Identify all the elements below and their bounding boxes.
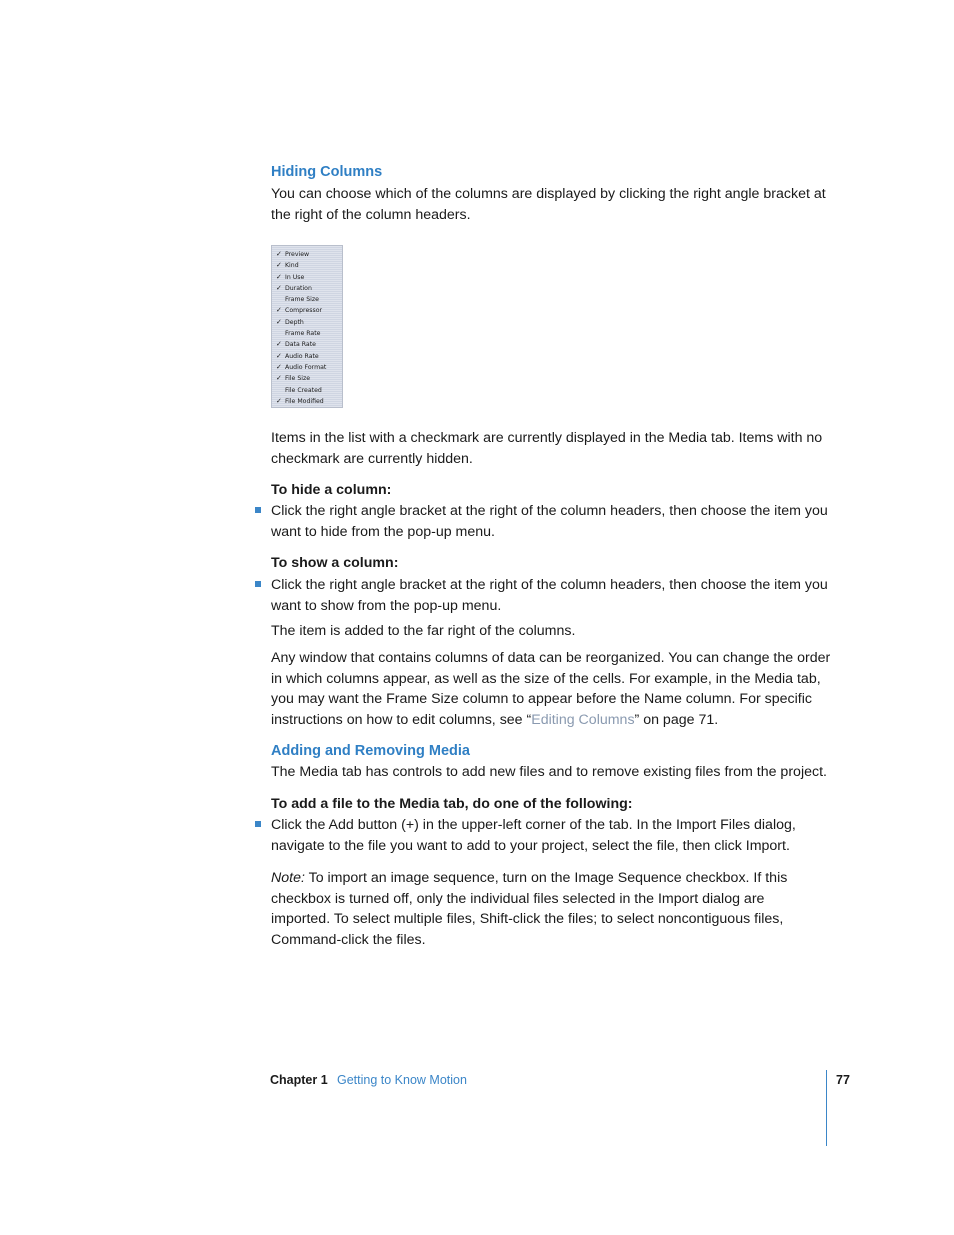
checkmark-icon: ✓ <box>276 283 282 292</box>
menu-item-label: In Use <box>285 273 305 281</box>
bullet-icon <box>255 581 261 587</box>
checkmark-icon: ✓ <box>276 317 282 326</box>
menu-item[interactable] <box>272 396 342 407</box>
menu-item-label: Preview <box>285 251 310 258</box>
menu-item-label: File Modified <box>285 397 324 405</box>
menu-item[interactable] <box>272 305 342 316</box>
menu-item[interactable] <box>272 351 342 362</box>
footer-divider <box>826 1070 827 1146</box>
note-label: Note: <box>271 870 305 886</box>
hiding-intro-paragraph: You can choose which of the columns are displayed by clicking the right angle bracket at the right of the column headers. <box>271 186 826 223</box>
menu-item-label: Audio Rate <box>285 352 319 360</box>
checkmark-icon: ✓ <box>276 396 282 405</box>
checkmark-icon: ✓ <box>276 272 282 281</box>
menu-item-label: Kind <box>285 262 299 270</box>
menu-item-label: Frame Rate <box>285 330 321 338</box>
checkmark-icon: ✓ <box>276 362 282 371</box>
checkmark-icon: ✓ <box>276 351 282 360</box>
menu-item-label: Data Rate <box>285 341 316 349</box>
reorganize-text-end: ” on page 71. <box>634 711 719 728</box>
columns-popup-menu <box>271 245 343 408</box>
note-text: To import an image sequence, turn on the Image Sequence checkbox. If this checkbox is turned off, only the individual files selected in the Import dialog are imported. To select multiple files, Shift-click the files; to select noncontiguous files, Command-click the files. <box>271 870 788 948</box>
checkmark-icon: ✓ <box>276 374 282 383</box>
hide-column-heading: To hide a column: <box>271 482 392 498</box>
menu-item-label: Audio Format <box>285 363 327 371</box>
add-file-step: Click the Add button (+) in the upper-left corner of the tab. In the Import Files dialog, navigate to the file you want to add to your project, select the file, then click Import. <box>271 817 796 854</box>
menu-item[interactable] <box>272 385 342 396</box>
show-column-result: The item is added to the far right of the columns. <box>271 623 576 639</box>
checkmark-icon: ✓ <box>276 261 282 270</box>
hide-column-step: Click the right angle bracket at the right of the column headers, then choose the item you want to hide from the pop-up menu. <box>271 503 828 540</box>
bullet-icon <box>255 507 261 513</box>
section-heading-hiding-columns: Hiding Columns <box>271 164 383 180</box>
reorganize-paragraph <box>271 648 831 730</box>
checkmark-icon: ✓ <box>276 340 282 349</box>
page-number: 77 <box>836 1073 850 1087</box>
adding-intro-paragraph: The Media tab has controls to add new files and to remove existing files from the project. <box>271 764 827 780</box>
editing-columns-link[interactable]: Editing Columns <box>531 711 635 728</box>
show-column-step: Click the right angle bracket at the right of the column headers, then choose the item you want to show from the pop-up menu. <box>271 577 828 614</box>
note-paragraph <box>271 868 816 950</box>
checkmark-icon: ✓ <box>276 306 282 315</box>
menu-item-label: Duration <box>285 284 312 292</box>
menu-item-label: File Size <box>285 375 311 383</box>
reorganize-text: Any window that contains columns of data can be reorganized. You can change the order in which columns appear, as well as the size of the cells. For example, in the Media tab, you may want the Frame Size column to appear before the Name column. For specific instructions on how to edit columns, see “ <box>271 650 831 728</box>
checkmark-icon: ✓ <box>276 250 282 258</box>
menu-item[interactable] <box>272 294 342 305</box>
add-file-heading: To add a file to the Media tab, do one of the following: <box>271 796 633 812</box>
menu-item-label: File Created <box>285 386 322 394</box>
menu-item[interactable] <box>272 272 342 283</box>
section-heading-adding-removing-media: Adding and Removing Media <box>271 743 470 759</box>
menu-item[interactable] <box>272 260 342 271</box>
footer-chapter: Chapter 1 <box>270 1073 328 1087</box>
menu-item[interactable] <box>272 339 342 350</box>
menu-item-label: Compressor <box>285 307 323 315</box>
footer-chapter-title[interactable]: Getting to Know Motion <box>337 1073 467 1087</box>
menu-item[interactable] <box>272 362 342 373</box>
menu-item[interactable] <box>272 317 342 328</box>
menu-item[interactable] <box>272 373 342 384</box>
show-column-heading: To show a column: <box>271 555 399 571</box>
menu-item-label: Frame Size <box>285 296 319 304</box>
bullet-icon <box>255 821 261 827</box>
menu-item[interactable] <box>272 328 342 339</box>
checkmark-explanation-paragraph: Items in the list with a checkmark are currently displayed in the Media tab. Items with no checkmark are currently hidden. <box>271 430 823 467</box>
menu-item[interactable] <box>272 283 342 294</box>
menu-item[interactable] <box>272 249 342 260</box>
menu-item-label: Depth <box>285 318 304 326</box>
